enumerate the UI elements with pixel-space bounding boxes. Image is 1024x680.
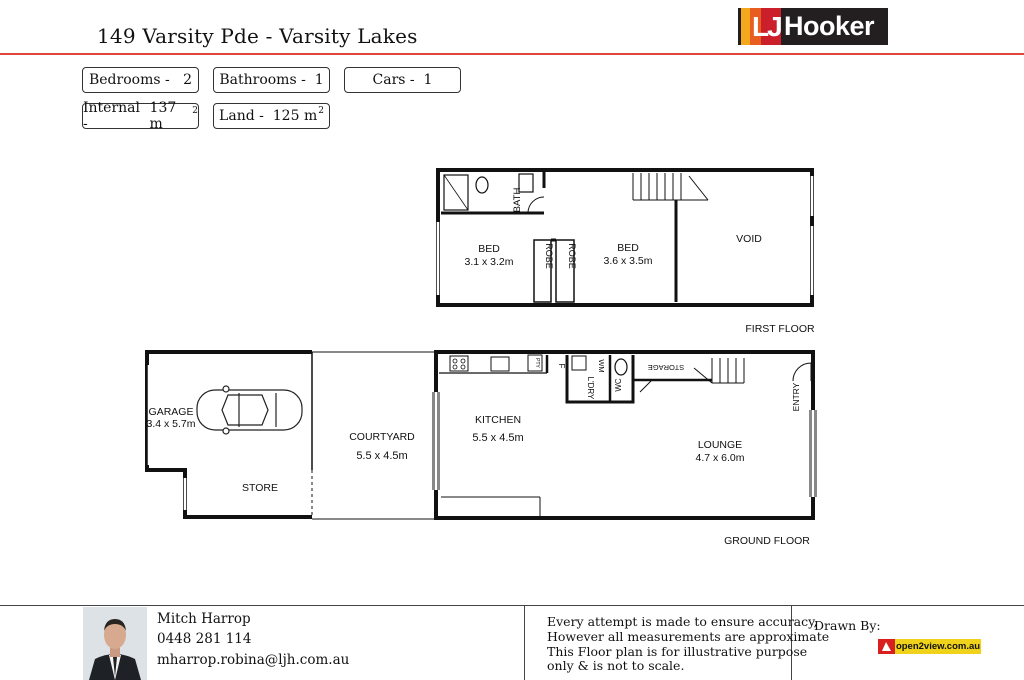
lounge-label: LOUNGE [697, 439, 743, 451]
bed1-label: BED [478, 243, 500, 255]
robe1-label: ROBE [544, 243, 554, 269]
laundry-label: L'DRY [586, 376, 595, 400]
agent-photo [83, 607, 147, 680]
garage-outline [147, 352, 312, 517]
bedrooms-value: 2 [183, 72, 192, 88]
open2view-logo [878, 639, 981, 654]
kitchen-sink [491, 357, 509, 371]
internal-unit-sup: 2 [192, 106, 198, 116]
land-value: 125 m [272, 108, 318, 124]
pantry-label: PTY [534, 358, 540, 368]
bath-door-swing [528, 197, 544, 213]
courtyard-label: COURTYARD [349, 431, 415, 443]
kitchen-dimension: 5.5 x 4.5m [472, 432, 524, 444]
store-label: STORE [242, 482, 278, 494]
first-floor-stair [633, 173, 708, 200]
toilet-fixture [476, 177, 488, 193]
bed1-dimension: 3.1 x 3.2m [464, 256, 514, 268]
internal-label: Internal - [83, 100, 140, 132]
bathrooms-label: Bathrooms - [219, 72, 306, 88]
property-address: 149 Varsity Pde - Varsity Lakes [97, 24, 418, 48]
entry-door-swing [793, 363, 811, 381]
bed2-label: BED [617, 242, 639, 254]
land-unit-sup: 2 [318, 106, 324, 116]
void-label: VOID [736, 233, 762, 245]
cooktop [450, 356, 468, 371]
fridge-label: F [557, 363, 566, 369]
drawn-by-label: Drawn By: [814, 618, 881, 633]
footer-divider [0, 605, 1024, 606]
disclaimer-line-2: However all measurements are approximate [547, 629, 830, 644]
open2view-text: open2view.com.au [895, 641, 981, 652]
footer-divider-1 [524, 606, 525, 680]
kitchen-label: KITCHEN [474, 414, 522, 426]
storage-label: STORAGE [647, 363, 685, 372]
storage-door [640, 380, 652, 392]
logo-lj-text: LJ [752, 11, 781, 42]
land-label: Land - [219, 108, 264, 124]
agent-email: mharrop.robina@ljh.com.au [157, 652, 350, 668]
disclaimer-line-3: This Floor plan is for illustrative purpose [547, 644, 808, 659]
bedrooms-label: Bedrooms - [88, 72, 170, 88]
car-icon [197, 386, 302, 434]
logo-brand-text: Hooker [784, 11, 875, 41]
first-floor-label: FIRST FLOOR [745, 323, 815, 335]
bed2-dimension: 3.6 x 3.5m [603, 255, 653, 267]
ground-floor-label: GROUND FLOOR [724, 535, 810, 547]
wm-label: WM [597, 359, 606, 373]
shower-diagonal [444, 175, 468, 210]
garage-dimension: 3.4 x 5.7m [146, 418, 196, 430]
wc-label: WC [614, 378, 623, 392]
laundry-tub [572, 356, 586, 370]
entry-label: ENTRY [791, 382, 801, 412]
wc-toilet [615, 359, 627, 375]
cars-value: 1 [423, 72, 433, 88]
agent-name: Mitch Harrop [157, 611, 251, 627]
robe2-label: ROBE [567, 243, 577, 269]
agent-portrait-icon [83, 607, 147, 680]
open2view-icon [878, 639, 895, 654]
lounge-dimension: 4.7 x 6.0m [695, 452, 745, 464]
courtyard-dimension: 5.5 x 4.5m [356, 450, 408, 462]
cars-label: Cars - [372, 72, 415, 88]
garage-label: GARAGE [148, 406, 194, 418]
bathrooms-value: 1 [314, 72, 324, 88]
bath-label: BATH [512, 187, 523, 213]
disclaimer-line-1: Every attempt is made to ensure accuracy, [547, 614, 818, 629]
disclaimer-line-4: only & is not to scale. [547, 658, 685, 673]
agent-phone: 0448 281 114 [157, 631, 252, 647]
internal-value: 137 m [149, 100, 177, 132]
